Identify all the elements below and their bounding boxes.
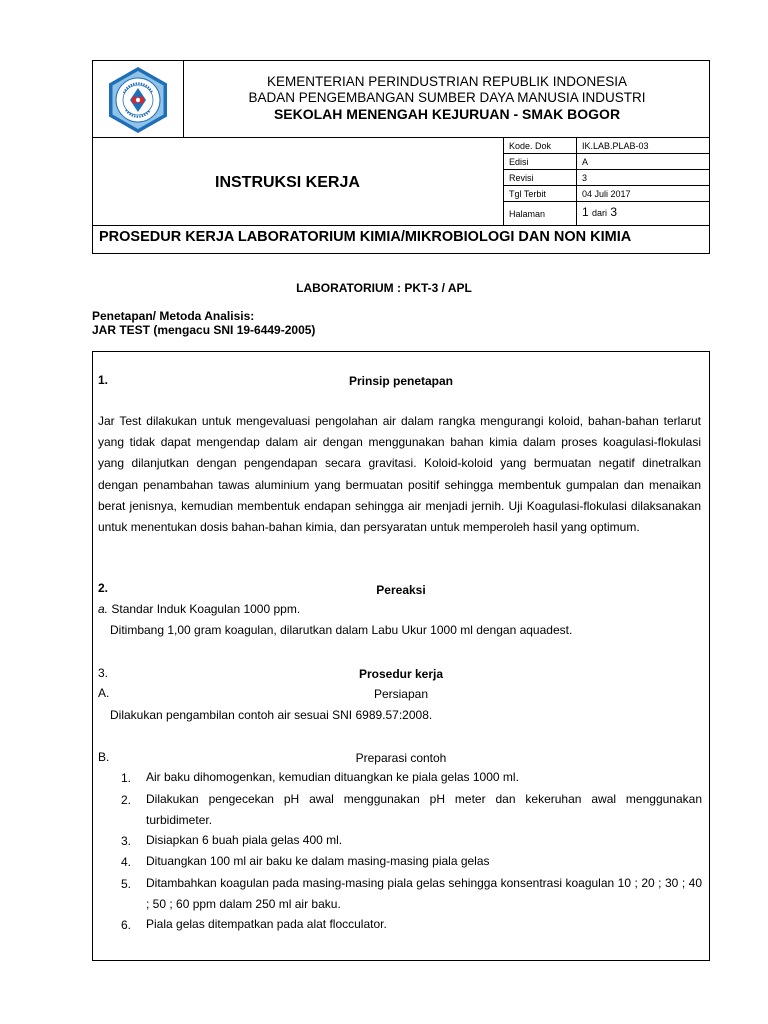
page-of: dari xyxy=(592,208,608,218)
sub-a-text: Dilakukan pengambilan contoh air sesuai SNI 6989.57:2008. xyxy=(110,708,433,722)
meta-value-halaman xyxy=(582,205,617,219)
meta-label-edisi: Edisi xyxy=(509,157,529,167)
section2-item-a-detail: Ditimbang 1,00 gram koagulan, dilarutkan dalam Labu Ukur 1000 ml dengan aquadest. xyxy=(110,623,573,637)
meta-label-kode: Kode. Dok xyxy=(509,141,552,151)
section2-number: 2. xyxy=(98,581,109,595)
section2-item-a xyxy=(98,599,300,620)
meta-grid-line xyxy=(503,169,710,170)
step-number: 3. xyxy=(121,834,132,848)
section2-title: Pereaksi xyxy=(376,583,426,597)
meta-grid-line xyxy=(503,153,710,154)
section3-title: Prosedur kerja xyxy=(358,667,444,681)
page-number: 1 xyxy=(582,205,589,219)
meta-grid-line xyxy=(503,201,710,202)
school-name: SEKOLAH MENENGAH KEJURUAN - SMAK BOGOR xyxy=(273,106,621,122)
laboratorium-label: LABORATORIUM : PKT-3 / APL xyxy=(296,281,472,295)
meta-value-edisi: A xyxy=(582,157,589,167)
ministry-name: KEMENTERIAN PERINDUSTRIAN REPUBLIK INDONESIA xyxy=(266,74,628,89)
section1-number: 1. xyxy=(98,373,109,387)
document-title: INSTRUKSI KERJA xyxy=(215,174,360,191)
meta-grid-line xyxy=(503,137,504,226)
item-a-text: Standar Induk Koagulan 1000 ppm. xyxy=(108,602,301,616)
item-a-marker: a. xyxy=(98,602,109,616)
penetapan-value: JAR TEST (mengacu SNI 19-6449-2005) xyxy=(92,323,316,337)
page-total: 3 xyxy=(610,205,618,219)
meta-grid-line xyxy=(503,185,710,186)
meta-label-tgl: Tgl Terbit xyxy=(509,189,546,199)
step-number: 1. xyxy=(121,771,132,785)
section1-title: Prinsip penetapan xyxy=(348,374,454,388)
sub-b-title: Preparasi contoh xyxy=(355,751,447,765)
sub-a-letter: A. xyxy=(98,686,110,700)
step-text: Piala gelas ditempatkan pada alat flocculator. xyxy=(146,917,387,931)
sub-b-letter: B. xyxy=(98,750,110,764)
header-divider xyxy=(92,137,710,138)
penetapan-label: Penetapan/ Metoda Analisis: xyxy=(92,309,255,323)
section3-number: 3. xyxy=(98,666,109,680)
sub-a-title: Persiapan xyxy=(373,687,429,701)
step-text: Dilakukan pengecekan pH awal menggunakan pH meter dan kekeruhan awal menggunakan turbidimeter. xyxy=(146,792,702,827)
meta-value-tgl: 04 Juli 2017 xyxy=(582,189,631,199)
step-number: 4. xyxy=(121,855,132,869)
step-text: Dituangkan 100 ml air baku ke dalam masing-masing piala gelas xyxy=(146,854,490,868)
header-divider xyxy=(92,225,710,226)
procedure-title: PROSEDUR KERJA LABORATORIUM KIMIA/MIKROBIOLOGI DAN NON KIMIA xyxy=(99,229,632,245)
meta-grid-line xyxy=(576,137,577,226)
step-text: Ditambahkan koagulan pada masing-masing piala gelas sehingga konsentrasi koagulan 10 ; 20 ; 30 ; 40 ; 50 ; 60 ppm dalam 250 ml air baku. xyxy=(146,876,702,911)
meta-label-revisi: Revisi xyxy=(509,173,534,183)
meta-value-kode: IK.LAB.PLAB-03 xyxy=(582,141,649,151)
meta-label-halaman: Halaman xyxy=(509,209,546,219)
meta-value-revisi: 3 xyxy=(582,173,588,183)
section1-paragraph: Jar Test dilakukan untuk mengevaluasi pengolahan air dalam rangka mengurangi koloid, bahan-bahan terlarut yang tidak dapat mengendap dalam air dengan menggunakan bahan kimia dalam proses koagulasi-flokulasi yang dilanjutkan dengan pengendapan secara gravitasi. Koloid-koloid yang bermuatan negatif dinetralkan dengan penambahan tawas aluminium yang bermuatan positif sehingga membentuk gumpalan dan menaikan berat jenisnya, kemudian membentuk endapan sehingga air menjadi jernih. Uji Koagulasi-flokulasi dilaksanakan untuk menentukan dosis bahan-bahan kimia, dan persyaratan untuk memperoleh hasil yang optimum. xyxy=(98,414,701,535)
step-number: 2. xyxy=(121,793,132,807)
agency-name: BADAN PENGEMBANGAN SUMBER DAYA MANUSIA INDUSTRI xyxy=(248,90,646,105)
step-number: 5. xyxy=(121,877,132,891)
step-text: Air baku dihomogenkan, kemudian dituangkan ke piala gelas 1000 ml. xyxy=(146,770,519,784)
school-logo xyxy=(104,66,172,134)
step-number: 6. xyxy=(121,918,132,932)
step-text: Disiapkan 6 buah piala gelas 400 ml. xyxy=(146,833,343,847)
